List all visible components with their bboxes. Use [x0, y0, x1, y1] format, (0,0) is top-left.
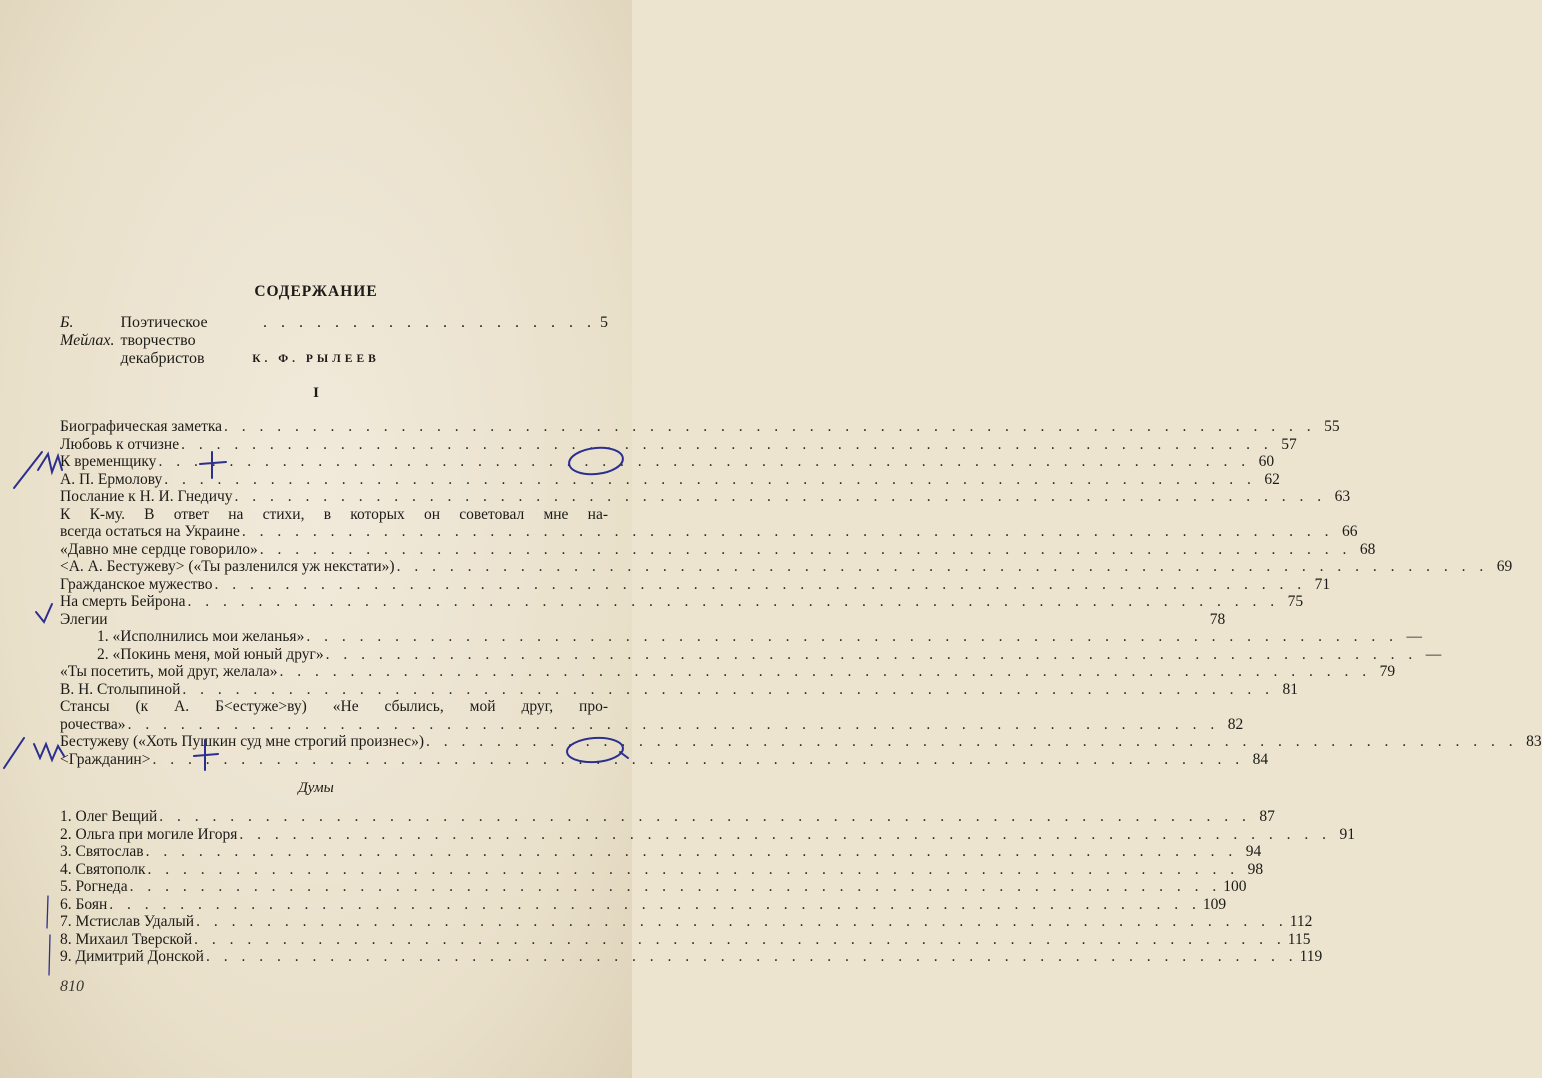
- toc-entry: [60, 593, 1304, 611]
- dot-leader: [212, 576, 1308, 594]
- toc-entry: [60, 825, 1355, 844]
- entry-page: 68: [1359, 540, 1376, 558]
- entry-title: 2. «Покинь меня, мой юный друг»: [97, 645, 324, 663]
- toc-entry: [60, 878, 1247, 896]
- entry-title: 7. Мстислав Удалый: [60, 913, 195, 930]
- entry-page: 55: [1324, 418, 1340, 435]
- toc-entry: [60, 698, 608, 716]
- entry-page: 69: [1496, 558, 1513, 575]
- dot-leader: [222, 418, 1318, 436]
- dot-leader: [156, 453, 1252, 471]
- entry-page: 112: [1289, 913, 1313, 930]
- entry-page: 60: [1258, 453, 1275, 470]
- toc-dumy: [60, 808, 1355, 966]
- toc-entry: [60, 948, 1323, 966]
- entry-title: 6. Боян: [60, 895, 108, 913]
- dot-leader: [237, 826, 1333, 844]
- toc-entry: [60, 913, 1313, 931]
- toc-part-1: [60, 418, 1542, 768]
- pen-tick: [36, 604, 52, 622]
- intro-page: 5: [600, 314, 608, 331]
- entry-title: Бестужеву («Хоть Пушкин суд мне строгий произнес»): [60, 733, 425, 750]
- dot-leader: [144, 843, 1240, 861]
- toc-entry: [60, 610, 1226, 629]
- entry-title: Стансы (к А. Б<естуже>ву) «Не сбылись, мой друг, про-: [60, 698, 608, 715]
- dot-leader: [157, 808, 1253, 826]
- toc-entry: [60, 680, 1298, 699]
- dot-leader: [186, 593, 1282, 611]
- dot-leader: [204, 948, 1300, 966]
- entry-page: 84: [1252, 750, 1269, 768]
- toc-entry: [60, 663, 1396, 681]
- dot-leader: [324, 646, 1420, 664]
- contents-heading: СОДЕРЖАНИЕ: [254, 283, 378, 300]
- entry-title: К временщику: [60, 453, 157, 470]
- entry-title: рочества»: [60, 715, 126, 733]
- entry-title: 1. Олег Вещий: [60, 808, 158, 825]
- page-number: 810: [60, 978, 84, 995]
- entry-title: «Ты посетить, мой друг, желала»: [60, 663, 278, 680]
- toc-entry: [60, 418, 1340, 436]
- entry-page: 87: [1259, 808, 1275, 825]
- entry-title: 1. «Исполнились мои желанья»: [97, 628, 305, 645]
- entry-page: 91: [1339, 825, 1355, 843]
- toc-entry: [60, 558, 1513, 576]
- entry-title: <А. А. Бестужеву> («Ты разленился уж некстати»): [60, 558, 395, 575]
- dot-leader: [424, 733, 1520, 751]
- entry-page: 75: [1287, 593, 1304, 610]
- toc-entry: [60, 750, 1269, 769]
- pen-scribble: [4, 738, 64, 768]
- toc-entry: [60, 506, 608, 524]
- toc-entry-continuation: [60, 523, 1358, 541]
- pen-margin-line: [47, 896, 50, 975]
- dot-leader: [126, 716, 1222, 734]
- entry-title: 8. Михаил Тверской: [60, 930, 193, 948]
- entry-page: 81: [1282, 680, 1298, 698]
- entry-title: Биографическая заметка: [60, 418, 223, 435]
- dot-leader: [194, 913, 1290, 931]
- entry-page: 63: [1334, 488, 1351, 505]
- entry-title: «Давно мне сердце говорило»: [60, 540, 258, 558]
- entry-page: 71: [1314, 575, 1331, 593]
- toc-entry: [60, 488, 1351, 506]
- toc-entry: [60, 540, 1376, 559]
- dot-leader: [192, 931, 1288, 949]
- entry-title: <Гражданин>: [60, 750, 151, 768]
- entry-page: 82: [1227, 715, 1244, 733]
- entry-page: 98: [1247, 860, 1264, 878]
- toc-entry-continuation: [60, 715, 1244, 734]
- dot-leader: [150, 751, 1246, 769]
- entry-page: —: [1406, 628, 1422, 645]
- dot-leader: [107, 896, 1203, 914]
- entry-title: На смерть Бейрона: [60, 593, 186, 610]
- toc-entry: [60, 733, 1542, 751]
- part-heading: I: [313, 385, 319, 401]
- entry-title: 3. Святослав: [60, 843, 144, 860]
- entry-title: Элегии: [60, 610, 108, 628]
- entry-page: 83: [1526, 733, 1542, 750]
- entry-title: Гражданское мужество: [60, 575, 213, 593]
- toc-entry: [60, 895, 1227, 914]
- entry-title: Любовь к отчизне: [60, 435, 180, 453]
- toc-entry: [60, 628, 1422, 646]
- entry-title: В. Н. Столыпиной: [60, 680, 181, 698]
- entry-page: 119: [1299, 948, 1323, 965]
- author-heading: К. Ф. РЫЛЕЕВ: [252, 353, 380, 365]
- dot-leader: [180, 681, 1276, 699]
- entry-title: 2. Ольга при могиле Игоря: [60, 825, 238, 843]
- dot-leader: [258, 541, 1354, 559]
- dot-leader: . . . . . . . . . . . . . . . . . . .: [263, 314, 596, 331]
- dot-leader: [395, 558, 1491, 576]
- entry-title: всегда остаться на Украине: [60, 523, 240, 540]
- dot-leader: [128, 878, 1224, 896]
- entry-title: А. П. Ермолову: [60, 470, 163, 488]
- entry-title: 4. Святополк: [60, 860, 146, 878]
- intro-author: Б. Мейлах.: [60, 314, 115, 349]
- entry-page: 94: [1245, 843, 1262, 860]
- entry-page: 62: [1264, 470, 1280, 488]
- entry-page: 100: [1223, 878, 1247, 895]
- dot-leader: [240, 523, 1336, 541]
- toc-entry: [60, 470, 1280, 489]
- dumy-heading: Думы: [298, 780, 334, 796]
- entry-title: Послание к Н. И. Гнедичу: [60, 488, 233, 505]
- dot-leader: [233, 488, 1329, 506]
- toc-entry: [60, 435, 1297, 454]
- entry-page: 79: [1379, 663, 1396, 680]
- dot-leader: [162, 471, 1258, 489]
- toc-entry: [60, 930, 1311, 949]
- entry-title: К К-му. В ответ на стихи, в которых он советовал мне на-: [60, 505, 608, 523]
- entry-page: 78: [1209, 610, 1226, 628]
- toc-entry: [60, 575, 1331, 594]
- dot-leader: [304, 628, 1400, 646]
- entry-title: 5. Рогнеда: [60, 878, 128, 895]
- toc-entry: [60, 453, 1275, 471]
- toc-entry: [60, 843, 1262, 861]
- dot-leader: [179, 436, 1275, 454]
- entry-page: 115: [1287, 930, 1311, 948]
- toc-entry: [60, 860, 1264, 879]
- toc-entry: [60, 808, 1275, 826]
- entry-page: 57: [1281, 435, 1297, 453]
- pen-scribble: [14, 452, 62, 488]
- dot-leader: [278, 663, 1374, 681]
- entry-page: —: [1425, 645, 1442, 663]
- intro-title: Поэтическое творчество декабристов: [120, 314, 208, 367]
- toc-entry: [60, 645, 1442, 664]
- entry-title: 9. Димитрий Донской: [60, 948, 204, 965]
- entry-page: 109: [1202, 895, 1227, 913]
- dot-leader: [146, 861, 1242, 879]
- entry-page: 66: [1342, 523, 1358, 540]
